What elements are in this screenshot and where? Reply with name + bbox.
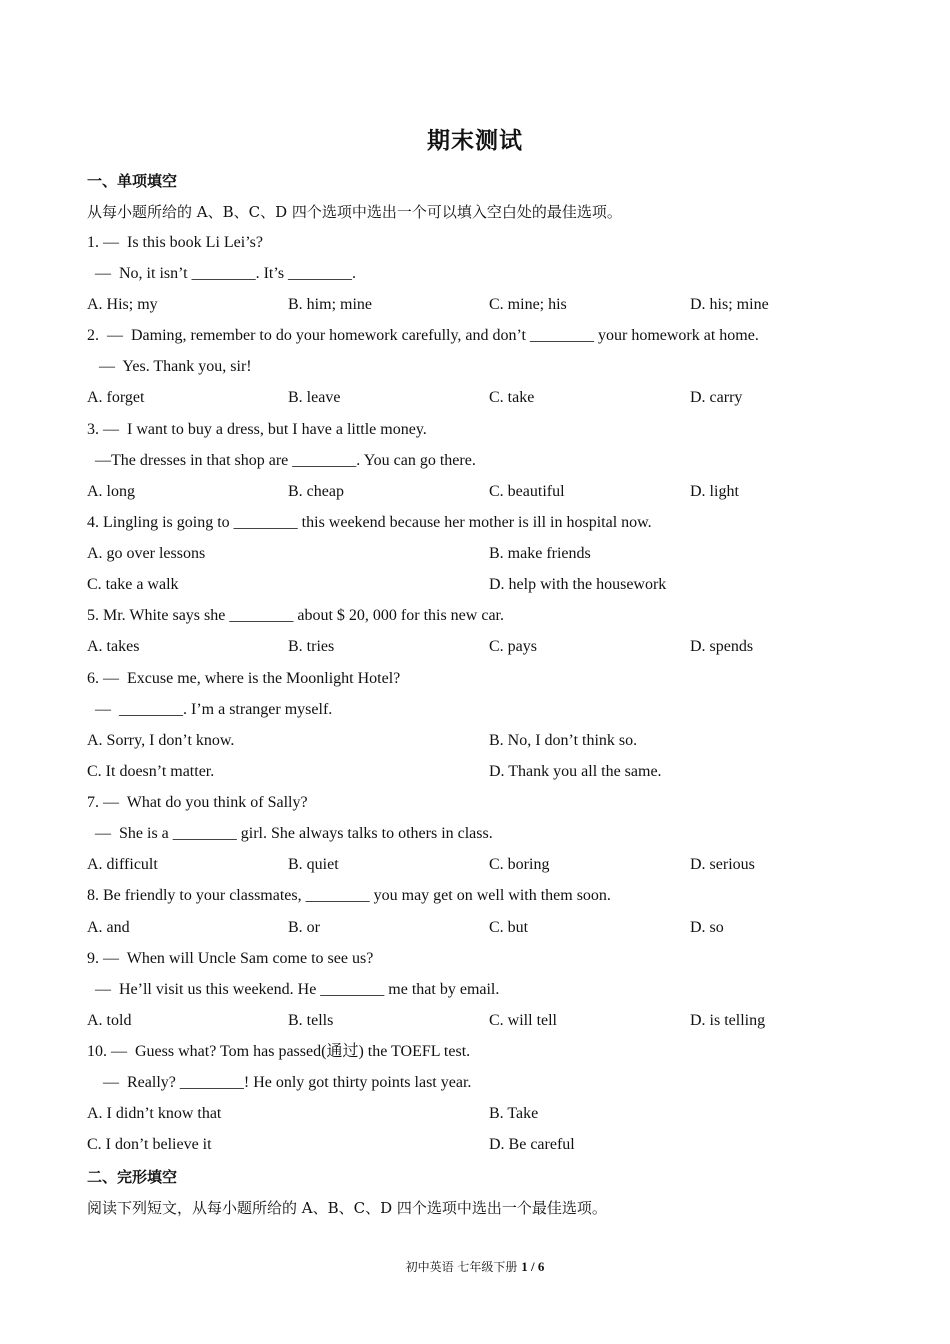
question-8-stem: 8. Be friendly to your classmates, ________ you may get on well with them soon. xyxy=(87,887,611,904)
question-3-option-b: B. cheap xyxy=(288,483,344,500)
question-7-option-a: A. difficult xyxy=(87,856,158,873)
question-1-option-d: D. his; mine xyxy=(690,296,769,313)
question-5-option-b: B. tries xyxy=(288,638,335,655)
page-footer xyxy=(0,1258,950,1275)
page-number: 1 / 6 xyxy=(521,1259,545,1274)
question-9-option-a: A. told xyxy=(87,1012,132,1029)
question-4-option-c: C. take a walk xyxy=(87,576,179,593)
question-10-option-c: C. I don’t believe it xyxy=(87,1136,212,1153)
question-4-option-d: D. help with the housework xyxy=(489,576,667,593)
question-2-option-b: B. leave xyxy=(288,389,341,406)
question-7-option-c: C. boring xyxy=(489,856,550,873)
question-1-option-b: B. him; mine xyxy=(288,296,372,313)
question-3-answer-line: —The dresses in that shop are ________. You can go there. xyxy=(87,452,476,469)
question-4-option-a: A. go over lessons xyxy=(87,545,206,562)
question-6-answer-line: — ________. I’m a stranger myself. xyxy=(87,701,333,718)
question-5-option-c: C. pays xyxy=(489,638,537,655)
question-6-option-a: A. Sorry, I don’t know. xyxy=(87,732,235,749)
section-2-instruction: 阅读下列短文，从每小题所给的 A、B、C、D 四个选项中选出一个最佳选项。 xyxy=(87,1199,607,1217)
question-2-answer-line: — Yes. Thank you, sir! xyxy=(87,358,252,375)
question-2-option-a: A. forget xyxy=(87,389,145,406)
question-6-option-d: D. Thank you all the same. xyxy=(489,763,662,780)
page-title: 期末测试 xyxy=(427,128,523,154)
question-3-option-c: C. beautiful xyxy=(489,483,565,500)
question-6-stem: 6. — Excuse me, where is the Moonlight Hotel? xyxy=(87,670,401,687)
question-3-option-d: D. light xyxy=(690,483,739,500)
question-1-stem: 1. — Is this book Li Lei’s? xyxy=(87,234,263,251)
question-6-option-c: C. It doesn’t matter. xyxy=(87,763,215,780)
question-10-stem: 10. — Guess what? Tom has passed(通过) the TOEFL test. xyxy=(87,1043,471,1060)
question-5-option-a: A. takes xyxy=(87,638,140,655)
question-9-answer-line: — He’ll visit us this weekend. He ________ me that by email. xyxy=(87,981,500,998)
question-8-option-b: B. or xyxy=(288,919,320,936)
question-4-stem: 4. Lingling is going to ________ this weekend because her mother is ill in hospital now. xyxy=(87,514,652,531)
question-4-option-b: B. make friends xyxy=(489,545,591,562)
question-2-option-c: C. take xyxy=(489,389,535,406)
question-9-stem: 9. — When will Uncle Sam come to see us? xyxy=(87,950,374,967)
question-10-option-b: B. Take xyxy=(489,1105,539,1122)
question-3-option-a: A. long xyxy=(87,483,135,500)
section-1-instruction: 从每小题所给的 A、B、C、D 四个选项中选出一个可以填入空白处的最佳选项。 xyxy=(87,203,622,221)
question-8-option-c: C. but xyxy=(489,919,529,936)
question-10-answer-line: — Really? ________! He only got thirty points last year. xyxy=(87,1074,472,1091)
question-10-option-a: A. I didn’t know that xyxy=(87,1105,222,1122)
question-7-answer-line: — She is a ________ girl. She always talks to others in class. xyxy=(87,825,493,842)
question-9-option-c: C. will tell xyxy=(489,1012,557,1029)
section-2-heading: 二、完形填空 xyxy=(87,1168,178,1186)
section-1-heading: 一、单项填空 xyxy=(87,172,178,190)
question-6-option-b: B. No, I don’t think so. xyxy=(489,732,638,749)
question-9-option-b: B. tells xyxy=(288,1012,334,1029)
question-5-option-d: D. spends xyxy=(690,638,754,655)
question-9-option-d: D. is telling xyxy=(690,1012,766,1029)
question-7-option-d: D. serious xyxy=(690,856,755,873)
question-8-option-a: A. and xyxy=(87,919,130,936)
question-2-stem: 2. — Daming, remember to do your homework carefully, and don’t ________ your homework at home. xyxy=(87,327,759,344)
question-10-option-d: D. Be careful xyxy=(489,1136,575,1153)
question-3-stem: 3. — I want to buy a dress, but I have a little money. xyxy=(87,421,427,438)
question-1-option-c: C. mine; his xyxy=(489,296,567,313)
question-8-option-d: D. so xyxy=(690,919,724,936)
question-1-option-a: A. His; my xyxy=(87,296,158,313)
footer-course-label: 初中英语 七年级下册 xyxy=(405,1260,522,1274)
question-5-stem: 5. Mr. White says she ________ about $ 20, 000 for this new car. xyxy=(87,607,504,624)
question-2-option-d: D. carry xyxy=(690,389,743,406)
question-7-stem: 7. — What do you think of Sally? xyxy=(87,794,308,811)
question-7-option-b: B. quiet xyxy=(288,856,339,873)
question-1-answer-line: — No, it isn’t ________. It’s ________. xyxy=(87,265,357,282)
